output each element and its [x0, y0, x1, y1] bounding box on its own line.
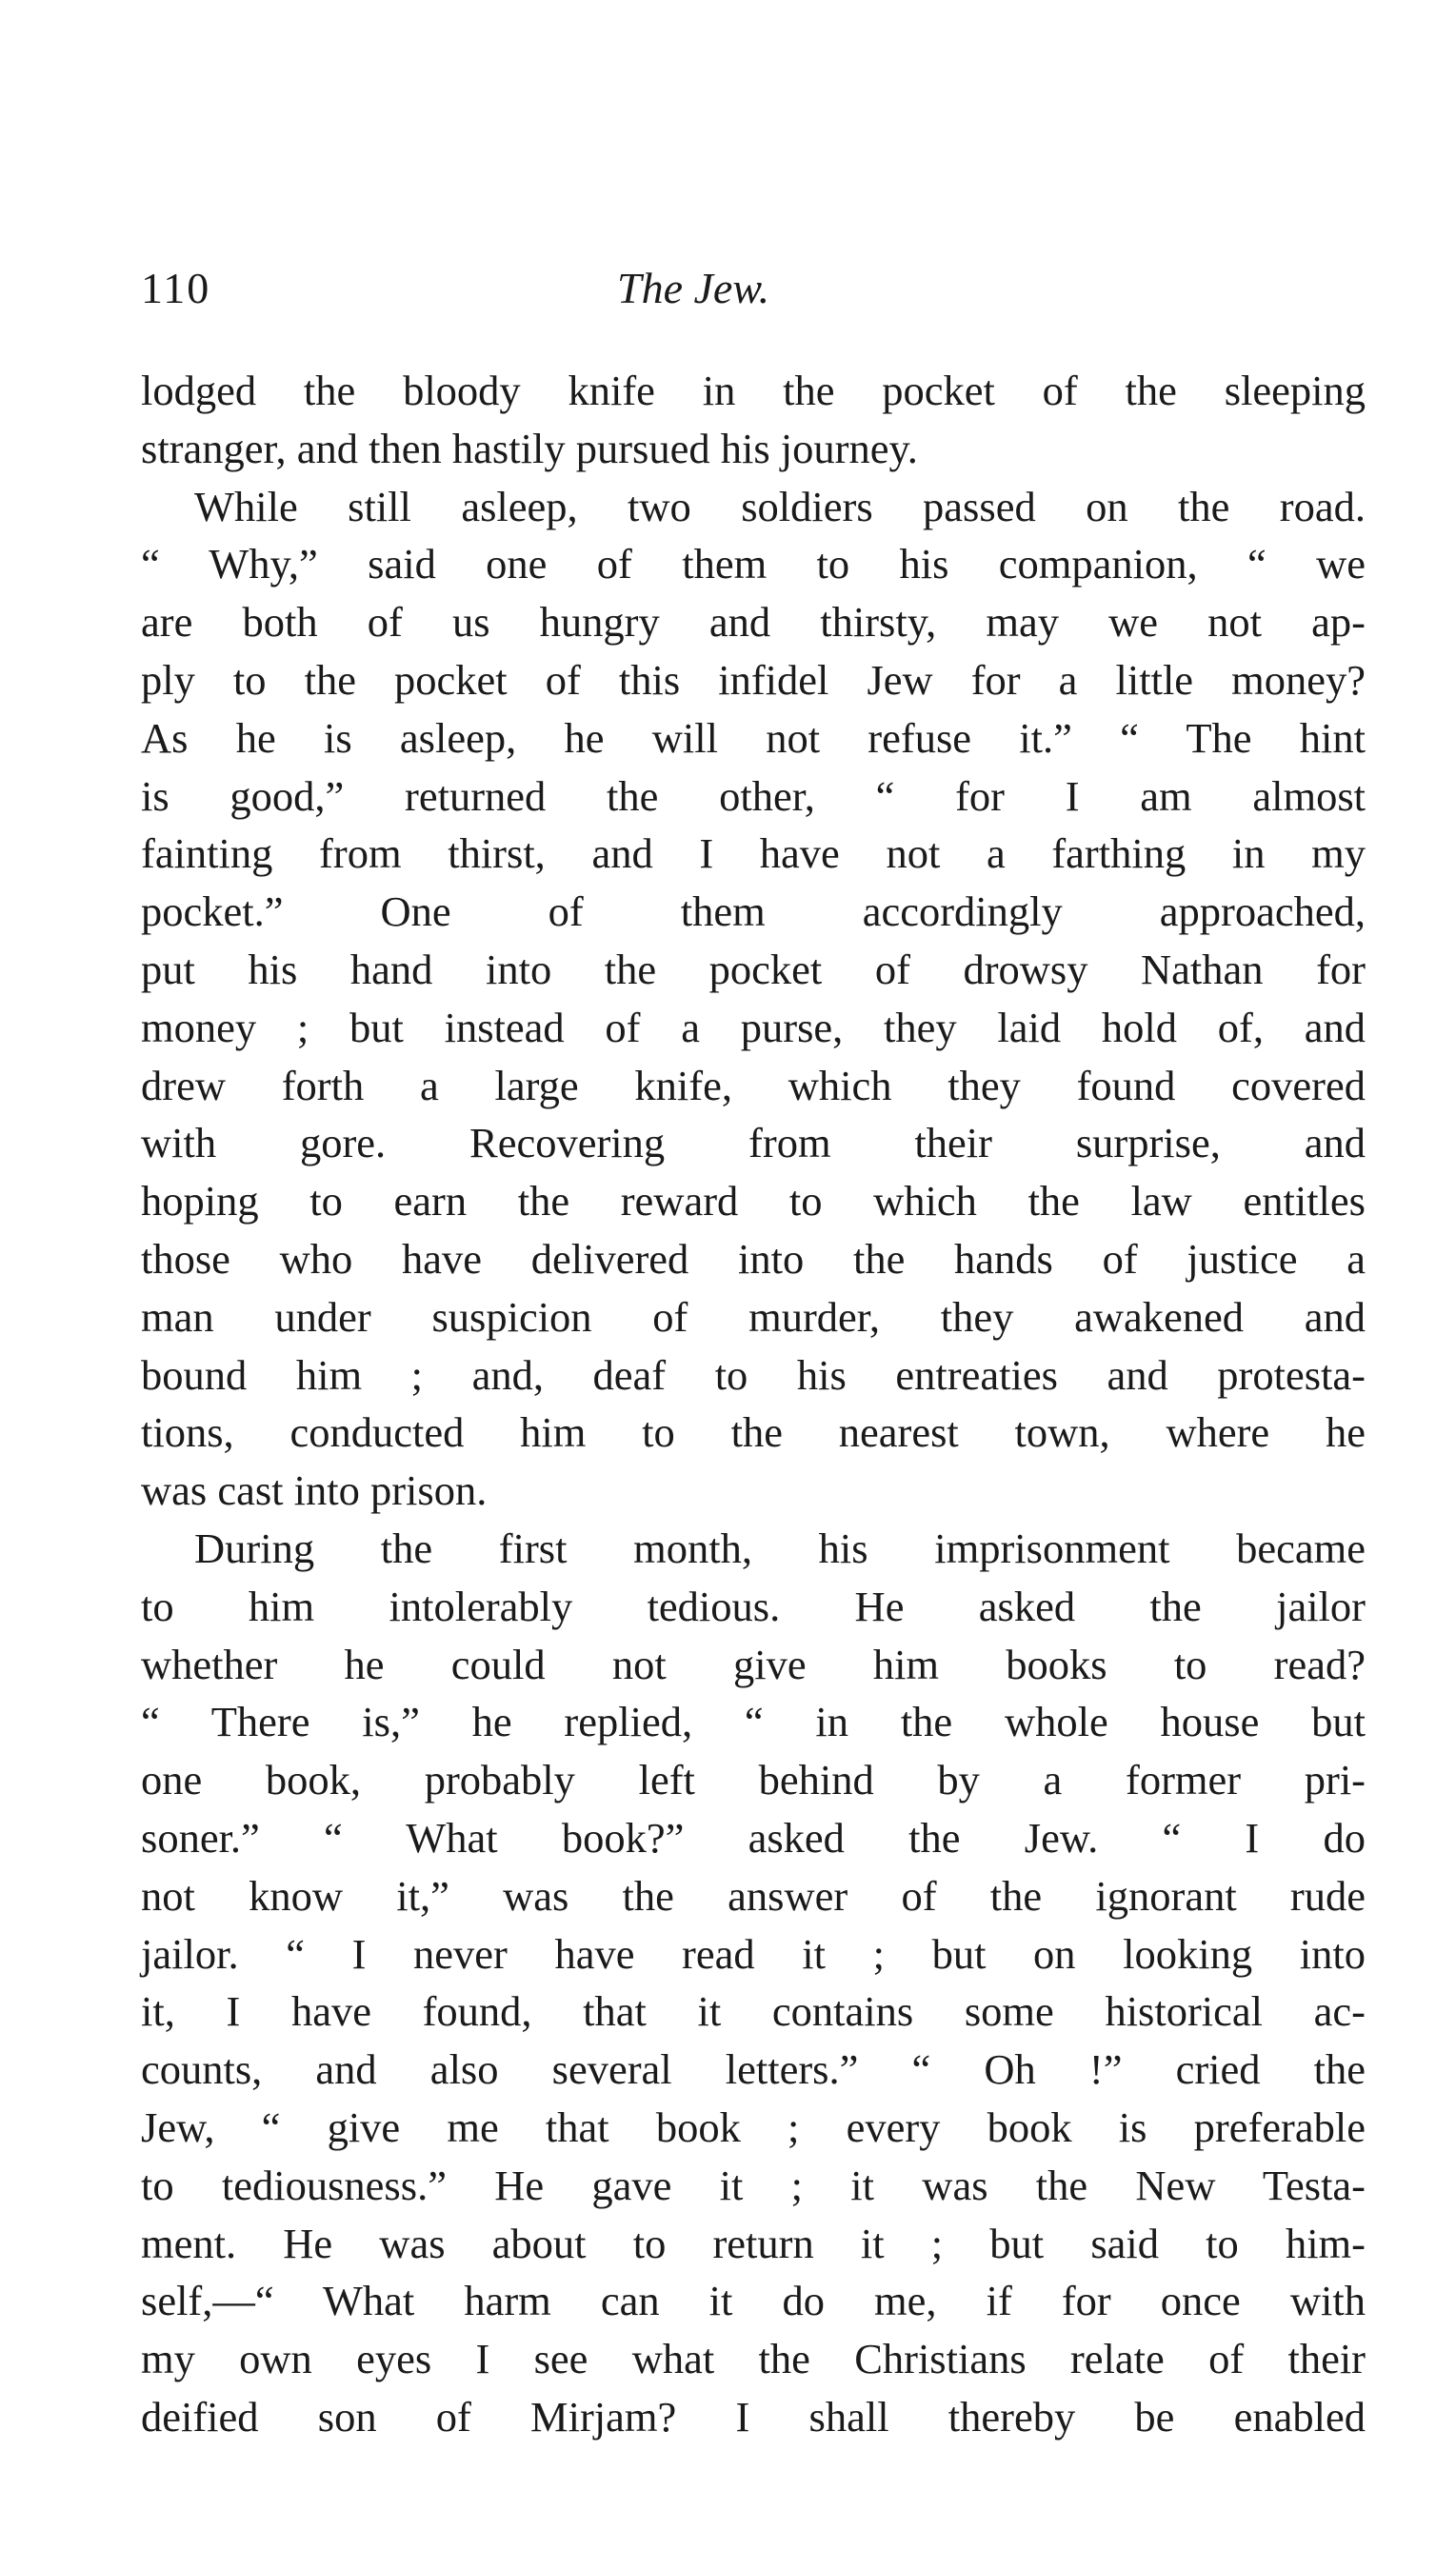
text-line: pocket.” One of them accordingly approached,: [141, 887, 1366, 936]
text-line: During the first month, his imprisonment became: [194, 1524, 1366, 1572]
text-line: fainting from thirst, and I have not a farthing in my: [141, 829, 1366, 878]
text-line: soner.” “ What book?” asked the Jew. “ I do: [141, 1813, 1366, 1862]
paragraph-2: [141, 478, 1366, 1520]
text-line: money ; but instead of a purse, they laid hold of, and: [141, 1003, 1366, 1051]
text-line: those who have delivered into the hands of justice a: [141, 1234, 1366, 1283]
text-line: stranger, and then hastily pursued his journey.: [141, 424, 918, 472]
text-line: “ Why,” said one of them to his companion, “ we: [141, 540, 1366, 588]
text-line: my own eyes I see what the Christians relate of their: [141, 2335, 1366, 2383]
text-line: hoping to earn the reward to which the law entitles: [141, 1177, 1366, 1226]
text-line: are both of us hungry and thirsty, may we not ap-: [141, 598, 1366, 647]
text-line: ply to the pocket of this infidel Jew for a little money?: [141, 655, 1366, 704]
text-line: not know it,” was the answer of the ignorant rude: [141, 1871, 1366, 1920]
page-number: 110: [141, 264, 211, 312]
text-line: deified son of Mirjam? I shall thereby be enabled: [141, 2392, 1366, 2441]
text-line: self,—“ What harm can it do me, if for once with: [141, 2277, 1366, 2325]
text-line: drew forth a large knife, which they found covered: [141, 1061, 1366, 1109]
text-line: is good,” returned the other, “ for I am almost: [141, 771, 1366, 820]
text-line: with gore. Recovering from their surprise, and: [141, 1119, 1366, 1167]
text-line: it, I have found, that it contains some historical ac-: [141, 1987, 1366, 2036]
page-header: [141, 255, 1360, 322]
running-title: The Jew.: [617, 264, 770, 312]
text-line: Jew, “ give me that book ; every book is preferable: [141, 2103, 1366, 2151]
text-line: one book, probably left behind by a former pri-: [141, 1756, 1366, 1804]
paragraph-1: [141, 362, 1366, 478]
text-line: jailor. “ I never have read it ; but on looking into: [141, 1929, 1366, 1978]
paragraph-3: [141, 1520, 1366, 2446]
body-text: [141, 362, 1366, 2446]
text-line: counts, and also several letters.” “ Oh !” cried the: [141, 2045, 1366, 2094]
text-line: “ There is,” he replied, “ in the whole house but: [141, 1698, 1366, 1746]
text-line: whether he could not give him books to read?: [141, 1640, 1366, 1688]
text-line: bound him ; and, deaf to his entreaties and protesta-: [141, 1350, 1366, 1399]
text-line: tions, conducted him to the nearest town, where he: [141, 1408, 1366, 1457]
text-line: While still asleep, two soldiers passed on the road.: [194, 482, 1366, 530]
text-line: lodged the bloody knife in the pocket of the sleeping: [141, 367, 1366, 414]
text-line: to tediousness.” He gave it ; it was the New Testa-: [141, 2161, 1366, 2209]
text-line: to him intolerably tedious. He asked the jailor: [141, 1582, 1366, 1630]
text-line: As he is asleep, he will not refuse it.” “ The hint: [141, 713, 1366, 762]
text-line: put his hand into the pocket of drowsy Nathan for: [141, 945, 1366, 993]
text-line: was cast into prison.: [141, 1466, 488, 1515]
text-line: ment. He was about to return it ; but said to him-: [141, 2219, 1366, 2267]
text-line: man under suspicion of murder, they awakened and: [141, 1292, 1366, 1341]
